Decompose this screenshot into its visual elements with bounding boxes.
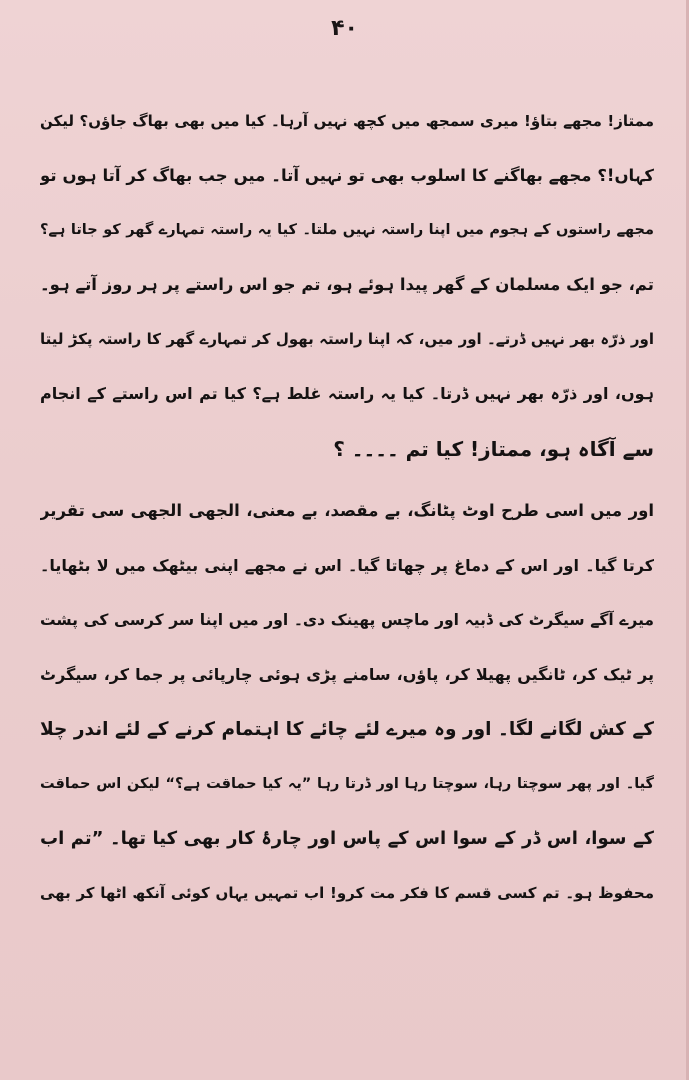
text-line: کہاں!؟ مجھے بھاگنے کا اسلوب بھی تو نہیں آتا۔ میں جب بھاگ کر آتا ہوں تو <box>40 165 654 185</box>
text-line: سے آگاہ ہو، ممتاز! کیا تم ۔۔۔۔ ؟ <box>333 436 654 461</box>
text-line: کے سوا، اس ڈر کے سوا اس کے پاس اور چارۂ کار بھی کیا تھا۔ ”تم اب <box>40 827 654 849</box>
paragraph-gap <box>40 476 654 484</box>
text-line: میرے آگے سیگرٹ کی ڈبیہ اور ماچس پھینک دی۔ اور میں اپنا سر کرسی کی پشت <box>40 611 654 630</box>
text-line: ممتاز! مجھے بتاؤ! میری سمجھ میں کچھ نہیں آرہا۔ کیا میں بھی بھاگ جاؤں؟ لیکن <box>40 112 654 130</box>
paragraph-1 <box>40 94 654 476</box>
text-line: محفوظ ہو۔ تم کسی قسم کا فکر مت کرو! اب تمہیں یہاں کوئی آنکھ اٹھا کر بھی <box>40 884 654 903</box>
text-line: اور میں اسی طرح اوٹ پٹانگ، بے مقصد، بے معنی، الجھی الجھی سی تقریر <box>40 501 654 521</box>
text-line: گیا۔ اور پھر سوچتا رہا، سوچتا رہا اور ڈرتا رہا ”یہ کیا حماقت ہے؟“ لیکن اس حماقت <box>40 776 654 793</box>
text-line: ہوں، اور ذرّہ بھر نہیں ڈرتا۔ کیا یہ راستہ غلط ہے؟ کیا تم اس راستے کے انجام <box>40 383 654 403</box>
text-line: مجھے راستوں کے ہجوم میں اپنا راستہ نہیں ملتا۔ کیا یہ راستہ تمہارے گھر کو جاتا ہے؟ <box>40 222 654 239</box>
text-line: کے کش لگانے لگا۔ اور وہ میرے لئے چائے کا اہتمام کرنے کے لئے اندر چلا <box>40 718 654 740</box>
page-text <box>40 94 654 921</box>
text-line: پر ٹیک کر، ٹانگیں پھیلا کر، پاؤں، سامنے پڑی ہوئی چارپائی پر جما کر، سیگرٹ <box>40 664 654 684</box>
text-line: اور ذرّہ بھر نہیں ڈرتے۔ اور میں، کہ اپنا راستہ بھول کر تمہارے گھر کا راستہ پکڑ لیتا <box>40 330 654 349</box>
page-number: ۴۰ <box>331 16 358 41</box>
paragraph-2 <box>40 484 654 921</box>
text-line: تم، جو ایک مسلمان کے گھر پیدا ہوئے ہو، تم جو اس راستے پر ہر روز آتے ہو۔ <box>40 274 654 294</box>
text-line: کرتا گیا۔ اور اس کے دماغ پر چھاتا گیا۔ اس نے مجھے اپنی بیٹھک میں لا بٹھایا۔ <box>40 555 654 575</box>
